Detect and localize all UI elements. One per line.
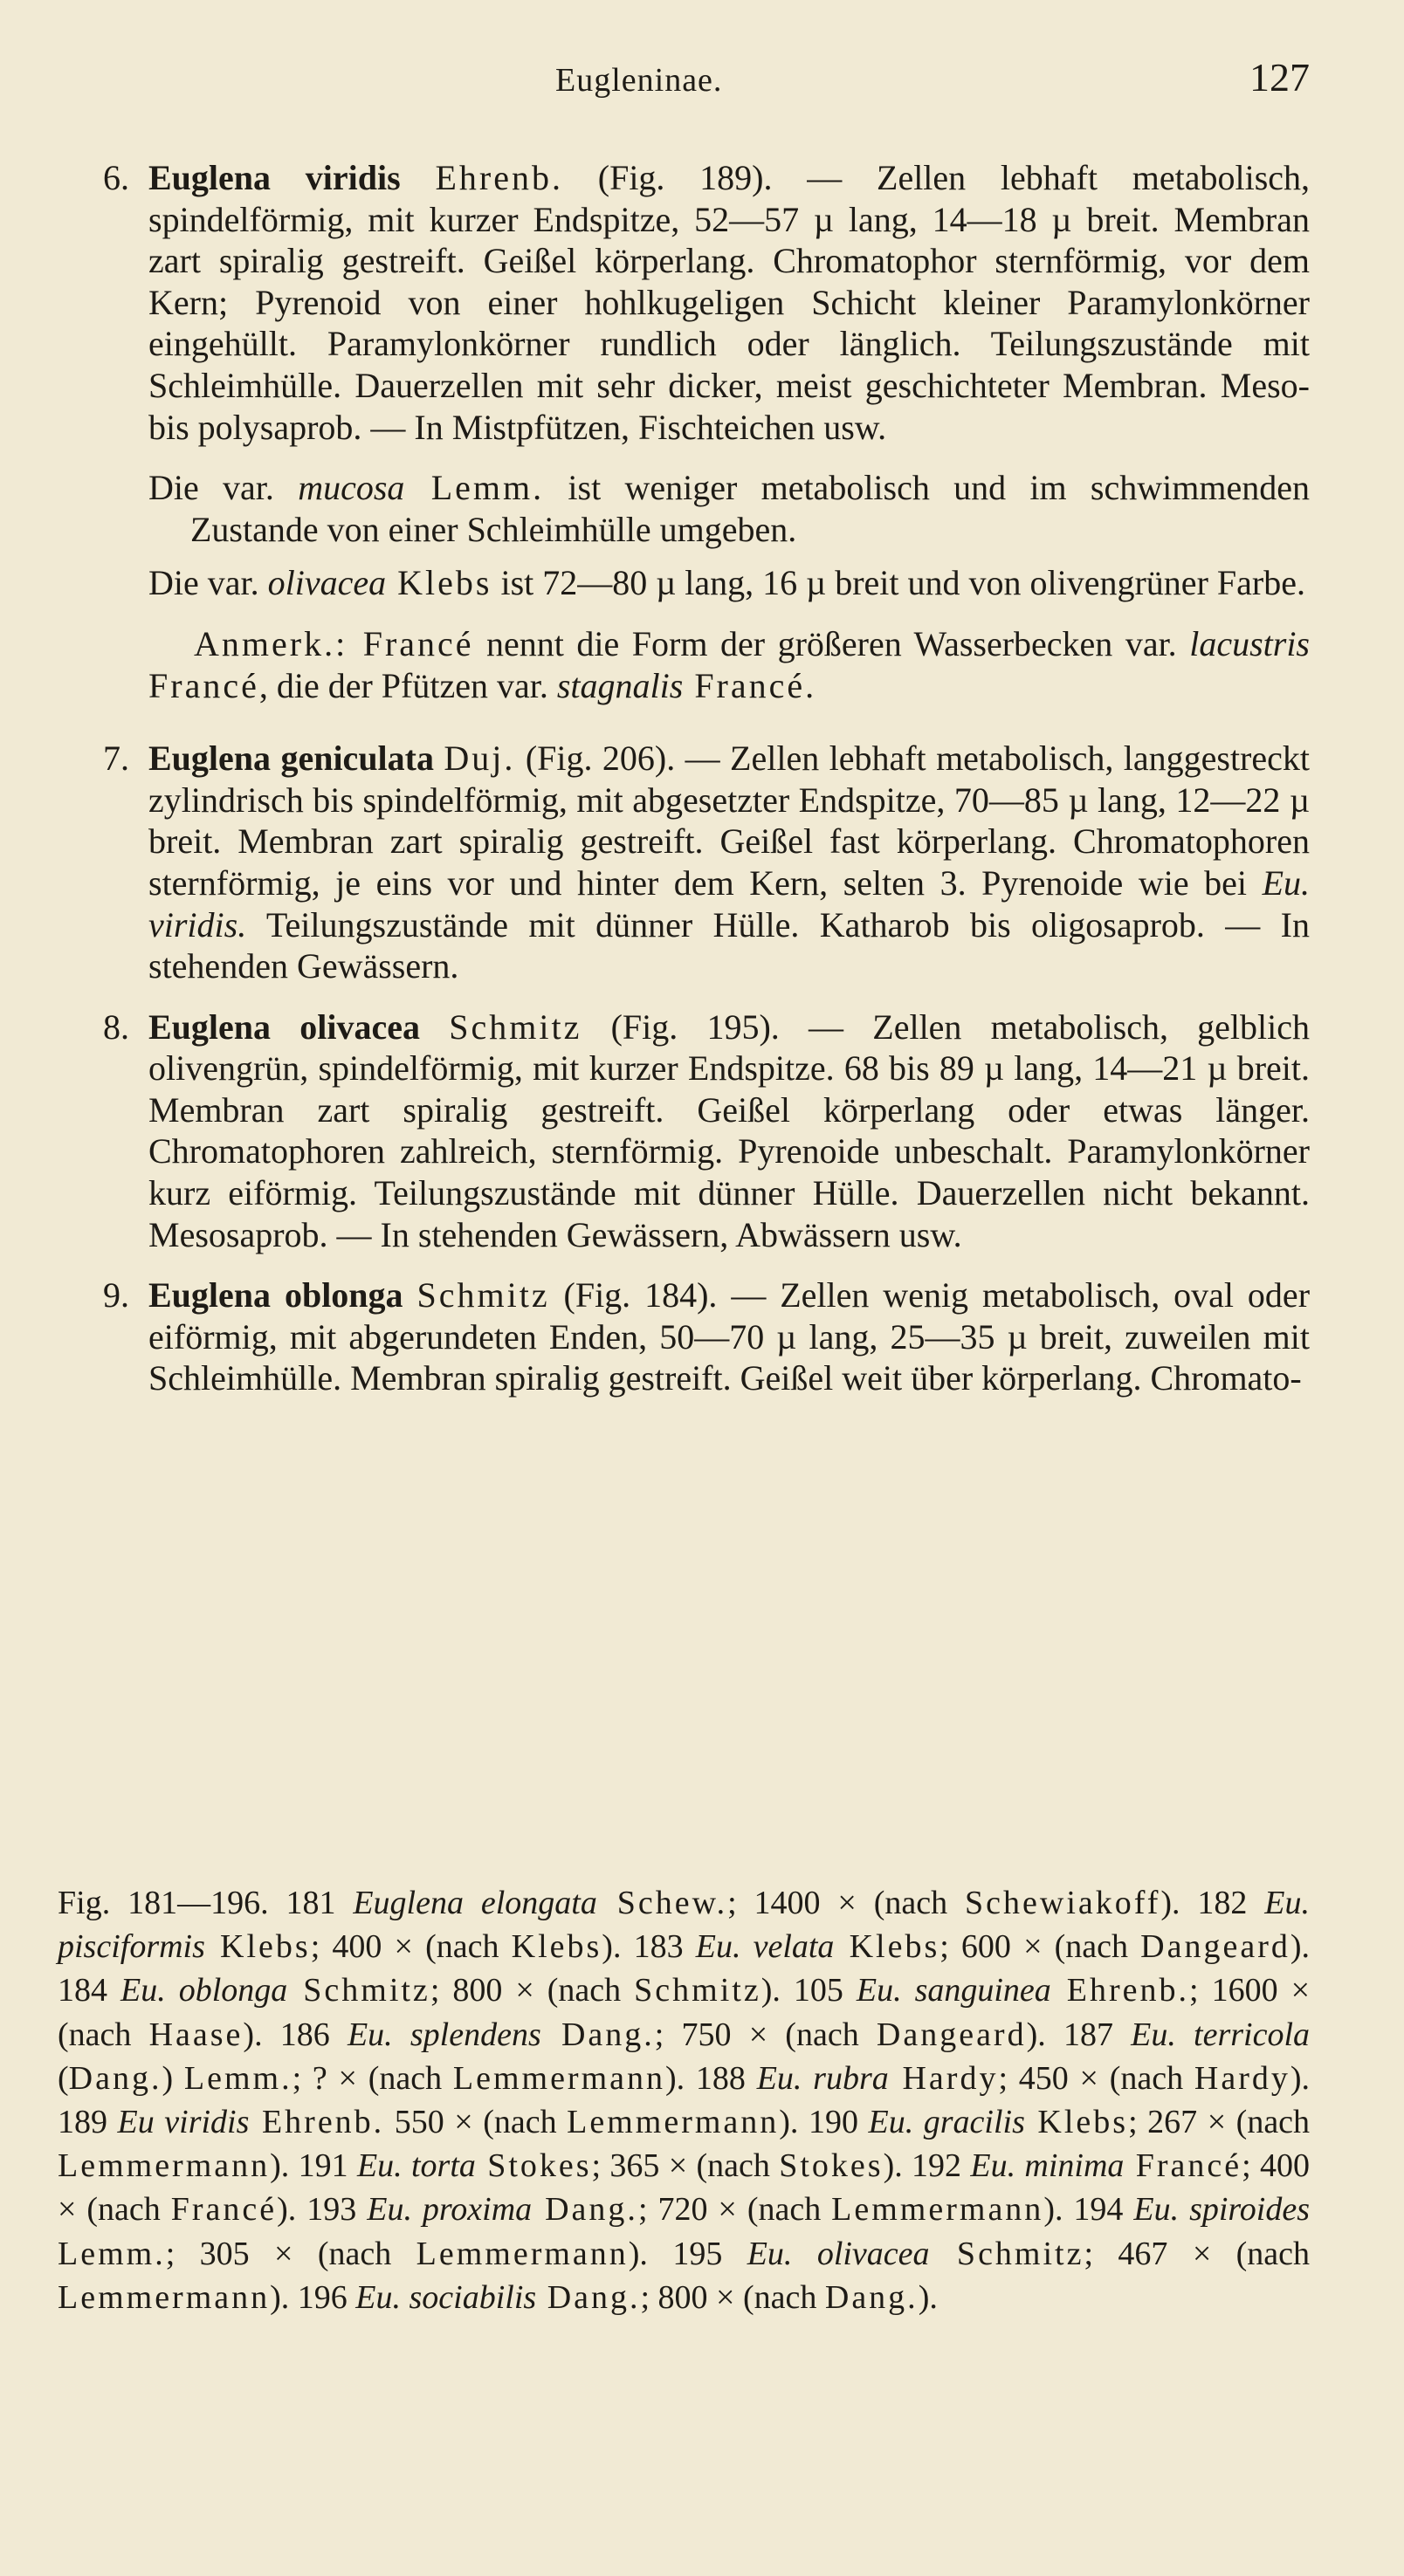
caption-author: Schew. bbox=[596, 1885, 728, 1921]
running-head: Eugleninae. bbox=[555, 62, 723, 99]
caption-species: Eu. gracilis bbox=[868, 2104, 1025, 2141]
entry-euglena-viridis bbox=[103, 157, 1310, 448]
caption-text: ). 188 bbox=[665, 2059, 757, 2097]
var-note-prefix: Die var. bbox=[148, 468, 299, 508]
caption-text: Fig. 181—196. 181 bbox=[58, 1885, 354, 1921]
caption-text: 550 × (nach bbox=[384, 2104, 568, 2141]
var-note-text: ist 72—80 µ lang, 16 µ breit und von olivengrüner Farbe. bbox=[492, 563, 1305, 603]
caption-species: Eu. pisciformis bbox=[58, 1885, 1311, 1966]
caption-author: Lemmermann bbox=[58, 2278, 271, 2316]
entry-number: 8. bbox=[103, 1006, 129, 1047]
caption-text: ; 467 × (nach bbox=[1084, 2235, 1311, 2272]
species-name: Euglena viridis bbox=[148, 158, 401, 197]
caption-author: Schewiakoff bbox=[965, 1885, 1161, 1921]
caption-text: ; 305 × (nach bbox=[165, 2235, 416, 2272]
caption-species: Eu. sanguinea bbox=[856, 1972, 1051, 2009]
variety-author: Klebs bbox=[386, 563, 492, 603]
caption-text: ; 365 × (nach bbox=[591, 2147, 780, 2185]
note-author: Francé bbox=[348, 623, 474, 663]
caption-text: ). 195 bbox=[628, 2235, 747, 2272]
entry-number: 6. bbox=[103, 158, 129, 197]
caption-text: ; 720 × (nach bbox=[637, 2191, 832, 2229]
caption-author: Schmitz bbox=[929, 2235, 1084, 2272]
entry-description-cont: Teilungszustände mit dünner Hülle. Katharob bis oligosaprob. — In stehenden Gewässern. bbox=[148, 904, 1310, 986]
caption-text: ; 1400 × (nach bbox=[727, 1885, 966, 1921]
caption-text: ; ? × (nach bbox=[292, 2059, 453, 2097]
entry-number: 9. bbox=[103, 1275, 129, 1315]
entry-euglena-olivacea bbox=[103, 1006, 1310, 1256]
caption-species: Eu. torta bbox=[356, 2147, 476, 2185]
species-author: Duj. bbox=[444, 738, 516, 779]
caption-author: Hardy bbox=[888, 2059, 999, 2097]
caption-species: Eu. minima bbox=[970, 2147, 1125, 2185]
caption-text: ). 189 bbox=[58, 2059, 1311, 2141]
variety-name: mucosa bbox=[298, 468, 405, 508]
caption-species: Eu. olivacea bbox=[747, 2235, 930, 2272]
caption-text: ( bbox=[58, 2059, 69, 2097]
caption-author: Francé bbox=[1124, 2147, 1242, 2185]
caption-species: Eu. spiroides bbox=[1133, 2191, 1311, 2229]
caption-text: ; 600 × (nach bbox=[939, 1928, 1141, 1966]
caption-text: ). 190 bbox=[779, 2104, 869, 2141]
caption-species: Eu. oblonga bbox=[120, 1972, 288, 2009]
caption-author: Lemm. bbox=[58, 2235, 166, 2272]
variety-author: Lemm. bbox=[404, 468, 545, 508]
caption-text: ; 750 × (nach bbox=[654, 2016, 877, 2053]
caption-text: ; 267 × (nach bbox=[1128, 2104, 1311, 2141]
species-author: Ehrenb. bbox=[435, 158, 563, 197]
page-header bbox=[140, 54, 1310, 124]
caption-author: Ehrenb. bbox=[249, 2104, 385, 2141]
caption-author: Klebs bbox=[511, 1928, 602, 1966]
caption-text: ; 400 × (nach bbox=[310, 1928, 512, 1966]
caption-author: Stokes bbox=[475, 2147, 592, 2185]
caption-author: Hardy bbox=[1194, 2059, 1290, 2097]
note-author: Francé bbox=[148, 665, 259, 705]
caption-author: Schmitz bbox=[287, 1972, 430, 2009]
species-name: Euglena olivacea bbox=[148, 1006, 421, 1047]
entry-description: (Fig. 189). — Zellen lebhaft metabolisch, spindelförmig, mit kurzer Endspitze, 52—57 µ lang, 14—18 µ breit. Membran zart spiralig gestreift. Geißel körperlang. Chromatophor sternförmig, vor dem Kern; Pyrenoid von einer hohlkugeligen Schicht kleiner Paramylonkörner eingehüllt. Paramylonkörner rundlich oder länglich. Teilungszustände mit Schleimhülle. Dauerzellen mit sehr dicker, meist geschichteter Membran. Meso- bis polysaprob. — In Mistpfützen, Fischteichen usw. bbox=[148, 158, 1311, 447]
species-author: Schmitz bbox=[449, 1006, 582, 1047]
cross-reference: Eu. viridis. bbox=[148, 862, 1310, 945]
variety-name: olivacea bbox=[267, 563, 387, 603]
page-body bbox=[103, 157, 1310, 1419]
caption-species: Eu. sociabilis bbox=[355, 2278, 537, 2316]
species-name: Euglena geniculata bbox=[148, 738, 434, 779]
caption-author: Lemmermann bbox=[416, 2235, 629, 2272]
caption-author: Klebs bbox=[204, 1928, 311, 1966]
caption-text: ; 450 × (nach bbox=[998, 2059, 1194, 2097]
entry-number: 7. bbox=[103, 738, 129, 779]
caption-author: Haase bbox=[148, 2016, 244, 2053]
caption-author: Dang. bbox=[532, 2191, 638, 2229]
caption-author: Lemm. bbox=[183, 2059, 292, 2097]
caption-text: ). 193 bbox=[277, 2191, 368, 2229]
caption-text: ; 400 × (nach bbox=[58, 2147, 1311, 2229]
caption-author: Stokes bbox=[779, 2147, 884, 2185]
caption-author: Schmitz bbox=[634, 1972, 761, 2009]
note-author: Francé. bbox=[683, 665, 817, 705]
entry-description: (Fig. 195). — Zellen metabolisch, gelblich olivengrün, spindelförmig, mit kurzer Endspitze. 68 bis 89 µ lang, 14—21 µ breit. Membran zart spiralig gestreift. Geißel körperlang oder etwas länger. Chromatophoren zahlreich, sternförmig. Pyrenoide unbeschalt. Paramylonkörner kurz eiförmig. Teilungszustände mit dünner Hülle. Dauerzellen nicht bekannt. Mesosaprob. — In stehenden Gewässern, Abwässern usw. bbox=[148, 1006, 1311, 1254]
caption-author: Lemmermann bbox=[567, 2104, 780, 2141]
species-author: Schmitz bbox=[416, 1275, 550, 1315]
caption-author: Lemmermann bbox=[452, 2059, 666, 2097]
caption-text: ). 187 bbox=[1026, 2016, 1132, 2053]
caption-text: ). 191 bbox=[270, 2147, 357, 2185]
caption-species: Eu. velata bbox=[695, 1928, 835, 1966]
caption-species: Eu. proxima bbox=[367, 2191, 533, 2229]
caption-author: Ehrenb. bbox=[1050, 1972, 1190, 2009]
caption-species: Eu viridis bbox=[117, 2104, 250, 2141]
caption-text: ). 196 bbox=[270, 2278, 356, 2316]
caption-author: Lemmermann bbox=[58, 2147, 271, 2185]
var-note-text: ist weniger metabolisch und im schwimmenden Zustande von einer Schleimhülle umgeben. bbox=[190, 468, 1310, 549]
variety-name: stagnalis bbox=[556, 665, 684, 705]
annotation-label: Anmerk.: bbox=[194, 623, 348, 663]
entry-euglena-geniculata bbox=[103, 738, 1310, 987]
note-text: nennt die Form der größeren Wasserbecken var. bbox=[473, 623, 1190, 663]
caption-text: ; 1600 × (nach bbox=[58, 1972, 1311, 2053]
caption-author: Klebs bbox=[1024, 2104, 1129, 2141]
var-note-mucosa bbox=[103, 467, 1310, 550]
caption-species: Eu. splendens bbox=[347, 2016, 541, 2053]
caption-author: Francé bbox=[170, 2191, 278, 2229]
figure-caption bbox=[58, 1881, 1310, 2319]
entry-description: (Fig. 184). — Zellen wenig metabolisch, oval oder eiförmig, mit abgerundeten Enden, 50—70 µ lang, 25—35 µ breit, zuweilen mit Schleimhülle. Membran spiralig gestreift. Geißel weit über körperlang. Chromato- bbox=[148, 1275, 1311, 1398]
caption-author: Dangeard bbox=[876, 2016, 1027, 2053]
entry-euglena-oblonga bbox=[103, 1274, 1310, 1399]
species-name: Euglena oblonga bbox=[148, 1275, 403, 1315]
caption-text: ). 194 bbox=[1043, 2191, 1134, 2229]
caption-text: ). 105 bbox=[760, 1972, 857, 2009]
var-note-olivacea bbox=[103, 562, 1310, 604]
page-number: 127 bbox=[1249, 55, 1310, 100]
caption-author: Dangeard bbox=[1140, 1928, 1290, 1966]
var-note-prefix: Die var. bbox=[148, 563, 268, 603]
caption-species: Eu. rubra bbox=[756, 2059, 889, 2097]
caption-author: Dang. bbox=[824, 2278, 919, 2316]
caption-text: ). bbox=[918, 2278, 938, 2316]
caption-text: ; 800 × (nach bbox=[640, 2278, 825, 2316]
entry-description: (Fig. 206). — Zellen lebhaft metabolisch, langgestreckt zylindrisch bis spindelförmig, mit abgesetzter Endspitze, 70—85 µ lang, 12—22 µ breit. Membran zart spiralig gestreift. Geißel fast körperlang. Chromatophoren sternförmig, je eins vor und hinter dem Kern, selten 3. Pyrenoide wie bei bbox=[148, 738, 1310, 903]
caption-author: Dang. bbox=[540, 2016, 655, 2053]
caption-text: ; 800 × (nach bbox=[430, 1972, 635, 2009]
caption-species: Euglena elongata bbox=[353, 1885, 597, 1921]
caption-species: Eu. terricola bbox=[1131, 2016, 1311, 2053]
caption-text: ) bbox=[162, 2059, 184, 2097]
caption-text: ). 184 bbox=[58, 1928, 1311, 2009]
caption-author: Lemmermann bbox=[831, 2191, 1044, 2229]
caption-text: ). 186 bbox=[243, 2016, 348, 2053]
caption-author: Dang. bbox=[536, 2278, 641, 2316]
caption-text: ). 192 bbox=[883, 2147, 971, 2185]
annotation-note bbox=[103, 623, 1310, 706]
caption-author: Klebs bbox=[834, 1928, 940, 1966]
caption-author: Dang. bbox=[68, 2059, 162, 2097]
variety-name: lacustris bbox=[1189, 623, 1310, 663]
caption-text: ). 183 bbox=[602, 1928, 696, 1966]
caption-text: ). 182 bbox=[1160, 1885, 1265, 1921]
note-text: , die der Pfützen var. bbox=[258, 665, 557, 705]
